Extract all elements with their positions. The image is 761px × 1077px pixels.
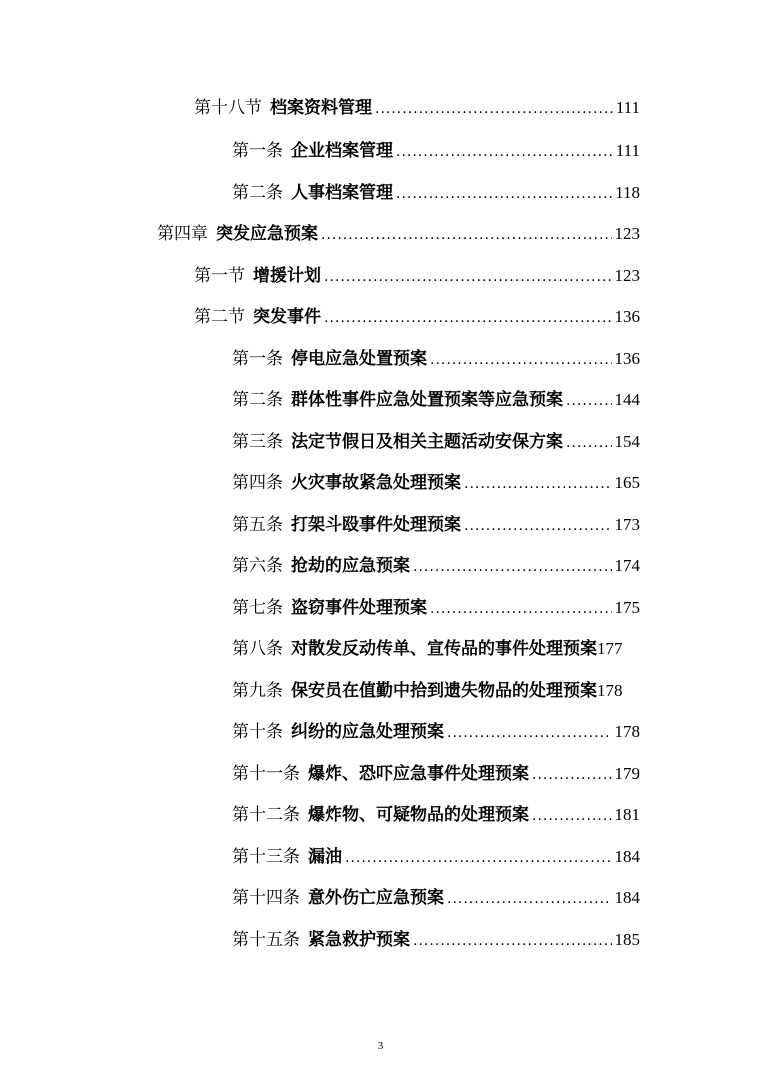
toc-entry: [232, 925, 640, 955]
toc-leader: [396, 179, 612, 209]
toc-entry: [232, 344, 640, 374]
toc-entry: [194, 302, 640, 332]
toc-label: 第二条: [232, 390, 283, 410]
toc-entry: [232, 717, 640, 747]
toc-title: 爆炸物、可疑物品的处理预案: [308, 805, 529, 825]
toc-entry: [232, 385, 640, 415]
toc-leader: [464, 469, 612, 499]
toc-title: 保安员在值勤中拾到遗失物品的处理预案: [291, 681, 597, 701]
toc-label: 第十二条: [232, 805, 300, 825]
toc-page: 184: [614, 888, 640, 907]
toc-page: 181: [614, 805, 640, 824]
toc-page: 111: [615, 141, 640, 160]
toc-page: 136: [614, 307, 640, 326]
toc-page: 111: [615, 98, 640, 117]
toc-leader: [566, 428, 612, 458]
toc-entry: [232, 634, 660, 664]
toc-leader: [430, 345, 612, 375]
toc-entry: [194, 93, 640, 123]
toc-title: 纠纷的应急处理预案: [291, 722, 444, 742]
toc-title: 打架斗殴事件处理预案: [291, 515, 461, 535]
toc-title: 增援计划: [253, 266, 321, 286]
toc-leader: [430, 594, 612, 624]
toc-page: 118: [615, 183, 640, 202]
toc-leader: [321, 220, 612, 250]
toc-leader: [396, 137, 613, 167]
toc-label: 第一节: [194, 266, 245, 286]
toc-entry: [157, 219, 640, 249]
toc-title: 突发应急预案: [216, 224, 318, 244]
toc-label: 第二条: [232, 183, 283, 203]
toc-leader: [464, 511, 612, 541]
toc-label: 第十一条: [232, 764, 300, 784]
toc-page: 178: [597, 681, 623, 700]
toc-title: 盗窃事件处理预案: [291, 598, 427, 618]
toc-title: 火灾事故紧急处理预案: [291, 473, 461, 493]
toc-page: 136: [614, 349, 640, 368]
toc-page: 123: [614, 266, 640, 285]
toc-page: 174: [614, 556, 640, 575]
toc-entry: [194, 261, 640, 291]
toc-label: 第四条: [232, 473, 283, 493]
toc-entry: [232, 468, 640, 498]
toc-leader: [532, 801, 612, 831]
toc-title: 企业档案管理: [291, 141, 393, 161]
toc-entry: [232, 427, 640, 457]
toc-title: 档案资料管理: [270, 98, 372, 118]
toc-entry: [232, 551, 640, 581]
toc-label: 第十三条: [232, 847, 300, 867]
toc-label: 第六条: [232, 556, 283, 576]
toc-label: 第五条: [232, 515, 283, 535]
toc-page: 177: [597, 639, 623, 658]
toc-label: 第四章: [157, 224, 208, 244]
toc-title: 人事档案管理: [291, 183, 393, 203]
toc-entry: [232, 842, 640, 872]
toc-label: 第七条: [232, 598, 283, 618]
toc-label: 第九条: [232, 681, 283, 701]
toc-leader: [375, 94, 613, 124]
toc-page: 179: [614, 764, 640, 783]
toc-entry: [232, 593, 640, 623]
toc-label: 第十八节: [194, 98, 262, 118]
toc-entry: [232, 759, 640, 789]
toc-label: 第二节: [194, 307, 245, 327]
toc-title: 突发事件: [253, 307, 321, 327]
toc-entry: [232, 676, 660, 706]
toc-page: 178: [614, 722, 640, 741]
toc-entry: [232, 800, 640, 830]
toc-title: 群体性事件应急处置预案等应急预案: [291, 390, 563, 410]
toc-leader: [532, 760, 612, 790]
toc-title: 停电应急处置预案: [291, 349, 427, 369]
toc-leader: [324, 262, 612, 292]
toc-leader: [566, 386, 612, 416]
toc-page: 173: [614, 515, 640, 534]
toc-leader: [413, 926, 612, 956]
toc-label: 第十五条: [232, 930, 300, 950]
toc-page: 123: [614, 224, 640, 243]
toc-page: 185: [614, 930, 640, 949]
toc-title: 意外伤亡应急预案: [308, 888, 444, 908]
toc-leader: [324, 303, 612, 333]
toc-leader: [447, 718, 612, 748]
toc-leader: [413, 552, 612, 582]
toc-entry: [232, 883, 640, 913]
page-number: 3: [377, 1040, 384, 1052]
toc-title: 紧急救护预案: [308, 930, 410, 950]
toc-label: 第十四条: [232, 888, 300, 908]
toc-page: 154: [614, 432, 640, 451]
toc-page: 175: [614, 598, 640, 617]
toc-title: 漏油: [308, 847, 342, 867]
toc-entry: [232, 136, 640, 166]
toc-label: 第一条: [232, 349, 283, 369]
toc-label: 第三条: [232, 432, 283, 452]
toc-page: 165: [614, 473, 640, 492]
toc-title: 抢劫的应急预案: [291, 556, 410, 576]
toc-entry: [232, 510, 640, 540]
toc-page: 184: [614, 847, 640, 866]
toc-label: 第八条: [232, 639, 283, 659]
toc-page: 144: [614, 390, 640, 409]
toc-label: 第一条: [232, 141, 283, 161]
toc-title: 爆炸、恐吓应急事件处理预案: [308, 764, 529, 784]
toc-title: 对散发反动传单、宣传品的事件处理预案: [291, 639, 597, 659]
toc-title: 法定节假日及相关主题活动安保方案: [291, 432, 563, 452]
toc-label: 第十条: [232, 722, 283, 742]
toc-leader: [447, 884, 612, 914]
toc-entry: [232, 178, 640, 208]
toc-leader: [345, 843, 612, 873]
